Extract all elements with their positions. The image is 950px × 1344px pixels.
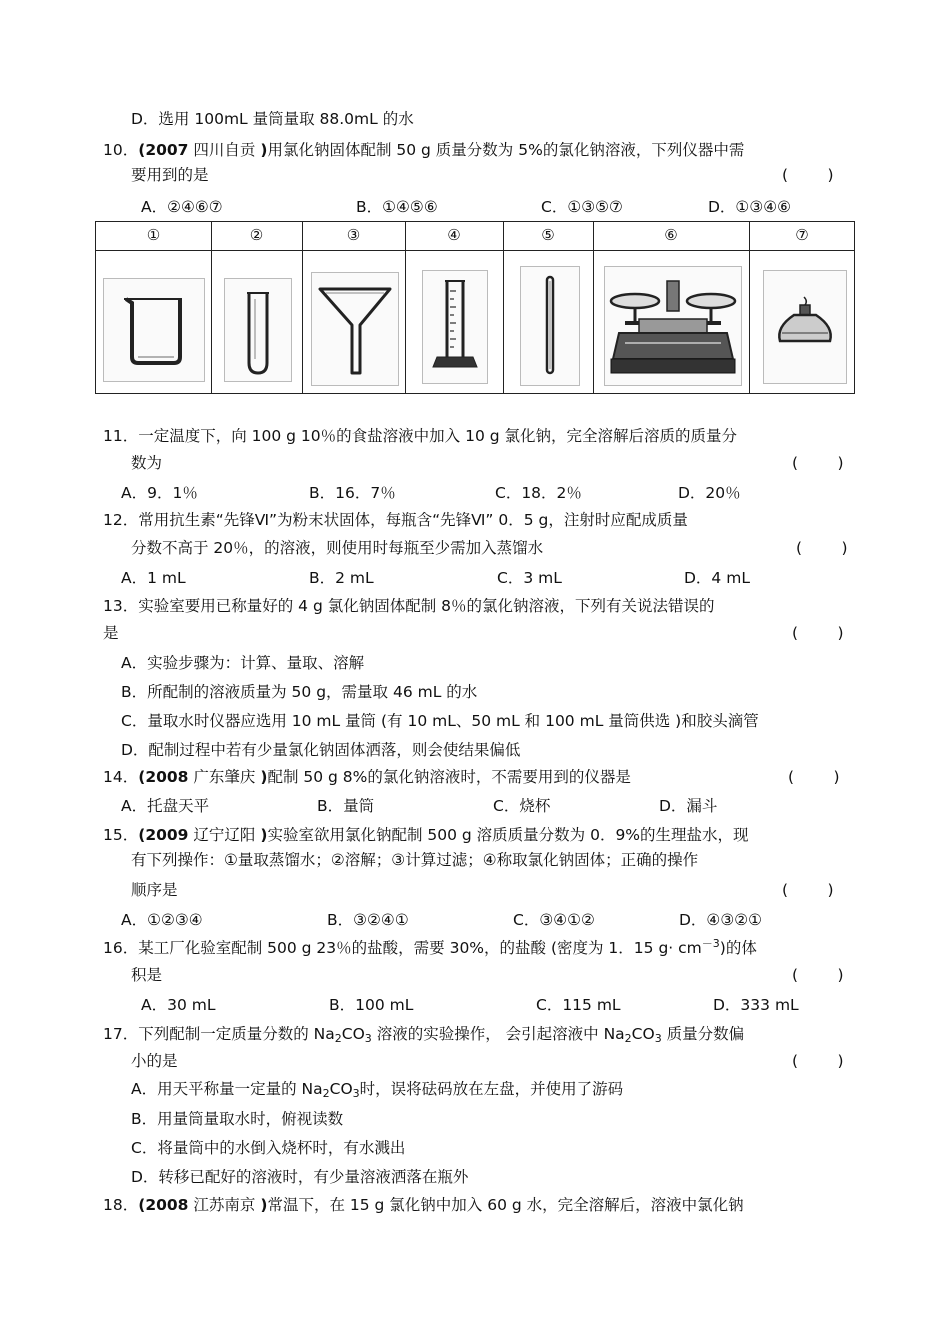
- q17-text: CO: [341, 1025, 365, 1043]
- q10-source-place: 四川自贡: [193, 141, 256, 159]
- q11-line1: 11．一定温度下，向 100 g 10％的食盐溶液中加入 10 g 氯化钠，完全溶解后溶质的质量分: [103, 427, 737, 445]
- q14-option-d: D．漏斗: [659, 797, 718, 815]
- subscript: 3: [654, 1032, 662, 1045]
- q12-option-c: C．3 mL: [497, 569, 562, 587]
- q13-option-c: C．量取水时仪器应选用 10 mL 量筒 (有 10 mL、50 mL 和 100 mL 量筒供选 )和胶头滴管: [121, 712, 759, 730]
- q15-option-a: A．①②③④: [121, 911, 203, 929]
- q16-option-a: A．30 mL: [141, 996, 216, 1014]
- q14-option-a: A．托盘天平: [121, 797, 210, 815]
- q18-number: 18．: [103, 1196, 139, 1214]
- q17-option-a-text: 时，误将砝码放在左盘，并使用了游码: [359, 1080, 624, 1098]
- q15-answer-paren: ( ): [782, 881, 834, 899]
- subscript: 3: [364, 1032, 372, 1045]
- q11-option-a: A．9．1％: [121, 484, 198, 502]
- q17-answer-paren: ( ): [792, 1052, 844, 1070]
- q13-line2: 是: [103, 624, 119, 642]
- q11-line2: 数为: [131, 454, 163, 472]
- q16-exponent: －3: [701, 937, 720, 950]
- q10-line2: 要用到的是: [131, 166, 209, 184]
- q15-line1: [103, 828, 749, 844]
- q15-source-year: (2009: [138, 826, 189, 844]
- q12-answer-paren: ( ): [796, 539, 848, 557]
- q13-option-b: B．所配制的溶液质量为 50 g，需量取 46 mL 的水: [121, 683, 478, 701]
- q11-answer-paren: ( ): [792, 454, 844, 472]
- q16-line1: [103, 937, 757, 957]
- table-header-5: ⑤: [541, 226, 555, 244]
- q11-option-c: C．18．2％: [495, 484, 582, 502]
- q16-option-b: B．100 mL: [329, 996, 414, 1014]
- funnel-icon: [311, 272, 399, 386]
- balance-icon: [604, 266, 742, 386]
- q18-line1: [103, 1198, 744, 1214]
- table-divider: [749, 222, 750, 393]
- subscript: 2: [334, 1032, 342, 1045]
- table-divider: [503, 222, 504, 393]
- q17-line1: [103, 1027, 744, 1043]
- q10-number: 10．: [103, 141, 139, 159]
- q10-option-b: B．①④⑤⑥: [356, 198, 438, 216]
- q13-line1: 13．实验室要用已称量好的 4 g 氯化钠固体配制 8％的氯化钠溶液，下列有关说法错误的: [103, 597, 715, 615]
- q12-line2: 分数不高于 20％，的溶液，则使用时每瓶至少需加入蒸馏水: [131, 539, 544, 557]
- q17-option-a: [131, 1082, 623, 1098]
- q12-option-b: B．2 mL: [309, 569, 374, 587]
- q10-source-year: (2007: [138, 141, 189, 159]
- q14-source-end: ): [260, 768, 268, 786]
- q14-text: 配制 50 g 8%的氯化钠溶液时，不需要用到的仪器是: [267, 768, 631, 786]
- table-header-3: ③: [346, 226, 361, 244]
- q17-text: 溶液的实验操作， 会引起溶液中 Na: [371, 1025, 625, 1043]
- q10-text: 用氯化钠固体配制 50 g 质量分数为 5%的氯化钠溶液，下列仪器中需: [267, 141, 745, 159]
- q16-option-c: C．115 mL: [536, 996, 621, 1014]
- q16-option-d: D．333 mL: [713, 996, 799, 1014]
- q14-number: 14．: [103, 768, 139, 786]
- q15-text: 实验室欲用氯化钠配制 500 g 溶质质量分数为 0．9%的生理盐水，现: [267, 826, 749, 844]
- q13-option-a: A．实验步骤为：计算、量取、溶解: [121, 654, 365, 672]
- q15-option-c: C．③④①②: [513, 911, 595, 929]
- glass-rod-icon: [520, 266, 580, 386]
- table-divider: [593, 222, 594, 393]
- q16-line2: 积是: [131, 966, 163, 984]
- q13-answer-paren: ( ): [792, 624, 844, 642]
- q12-option-a: A．1 mL: [121, 569, 186, 587]
- q15-line3: 顺序是: [131, 881, 178, 899]
- q13-option-d: D．配制过程中若有少量氯化钠固体洒落，则会使结果偏低: [121, 741, 521, 759]
- table-divider: [405, 222, 406, 393]
- q10-option-c: C．①③⑤⑦: [541, 198, 623, 216]
- q11-option-b: B．16．7％: [309, 484, 396, 502]
- q14-option-c: C．烧杯: [493, 797, 551, 815]
- q12-option-d: D．4 mL: [684, 569, 750, 587]
- table-header-2: ②: [249, 226, 264, 244]
- q17-text: 17．下列配制一定质量分数的 Na: [103, 1025, 335, 1043]
- q9-option-d: D．选用 100mL 量筒量取 88.0mL 的水: [131, 110, 414, 128]
- subscript: 2: [322, 1087, 330, 1100]
- q17-line2: 小的是: [131, 1052, 178, 1070]
- q14-option-b: B．量筒: [317, 797, 375, 815]
- q10-source-end: ): [260, 141, 268, 159]
- q10-option-a: A．②④⑥⑦: [141, 198, 223, 216]
- q18-source-place: 江苏南京: [193, 1196, 256, 1214]
- table-divider: [211, 222, 212, 393]
- q10-answer-paren: ( ): [782, 166, 834, 184]
- q16-answer-paren: ( ): [792, 966, 844, 984]
- q17-option-a-text: A．用天平称量一定量的 Na: [131, 1080, 323, 1098]
- q10-line1: [103, 143, 744, 159]
- table-divider: [302, 222, 303, 393]
- subscript: 2: [624, 1032, 632, 1045]
- q17-text: CO: [631, 1025, 655, 1043]
- q17-option-b: B．用量筒量取水时，俯视读数: [131, 1110, 344, 1128]
- q11-option-d: D．20％: [678, 484, 741, 502]
- q12-line1: 12．常用抗生素“先锋Ⅵ”为粉末状固体，每瓶含“先锋Ⅵ” 0．5 g，注射时应配成质量: [103, 511, 688, 529]
- q17-option-c: C．将量筒中的水倒入烧杯时，有水溅出: [131, 1139, 406, 1157]
- q16-text-end: )的体: [719, 939, 757, 957]
- instrument-table: [95, 221, 855, 394]
- q15-number: 15．: [103, 826, 139, 844]
- q10-option-d: D．①③④⑥: [708, 198, 792, 216]
- q18-text: 常温下，在 15 g 氯化钠中加入 60 g 水，完全溶解后，溶液中氯化钠: [267, 1196, 744, 1214]
- q16-text: 16．某工厂化验室配制 500 g 23％的盐酸，需要 30%，的盐酸 (密度为 1．15 g· cm: [103, 939, 702, 957]
- beaker-icon: [103, 278, 205, 382]
- table-header-7: ⑦: [795, 226, 809, 244]
- subscript: 3: [352, 1087, 360, 1100]
- q18-source-end: ): [260, 1196, 268, 1214]
- q14-line1: [103, 770, 631, 786]
- q17-option-d: D．转移已配好的溶液时，有少量溶液洒落在瓶外: [131, 1168, 469, 1186]
- q17-text: 质量分数偏: [661, 1025, 745, 1043]
- table-header-1: ①: [146, 226, 161, 244]
- table-header-4: ④: [447, 226, 461, 244]
- q15-option-d: D．④③②①: [679, 911, 763, 929]
- q15-source-place: 辽宁辽阳: [193, 826, 256, 844]
- alcohol-lamp-icon: [763, 270, 847, 384]
- q14-source-place: 广东肇庆: [193, 768, 256, 786]
- q15-line2: 有下列操作：①量取蒸馏水；②溶解；③计算过滤；④称取氯化钠固体；正确的操作: [131, 851, 699, 869]
- q18-source-year: (2008: [138, 1196, 189, 1214]
- q17-option-a-text: CO: [329, 1080, 353, 1098]
- graduated-cylinder-icon: [422, 270, 488, 384]
- q15-option-b: B．③②④①: [327, 911, 409, 929]
- q15-source-end: ): [260, 826, 268, 844]
- q14-answer-paren: ( ): [788, 768, 840, 786]
- table-header-6: ⑥: [664, 226, 678, 244]
- q14-source-year: (2008: [138, 768, 189, 786]
- test-tube-icon: [224, 278, 292, 382]
